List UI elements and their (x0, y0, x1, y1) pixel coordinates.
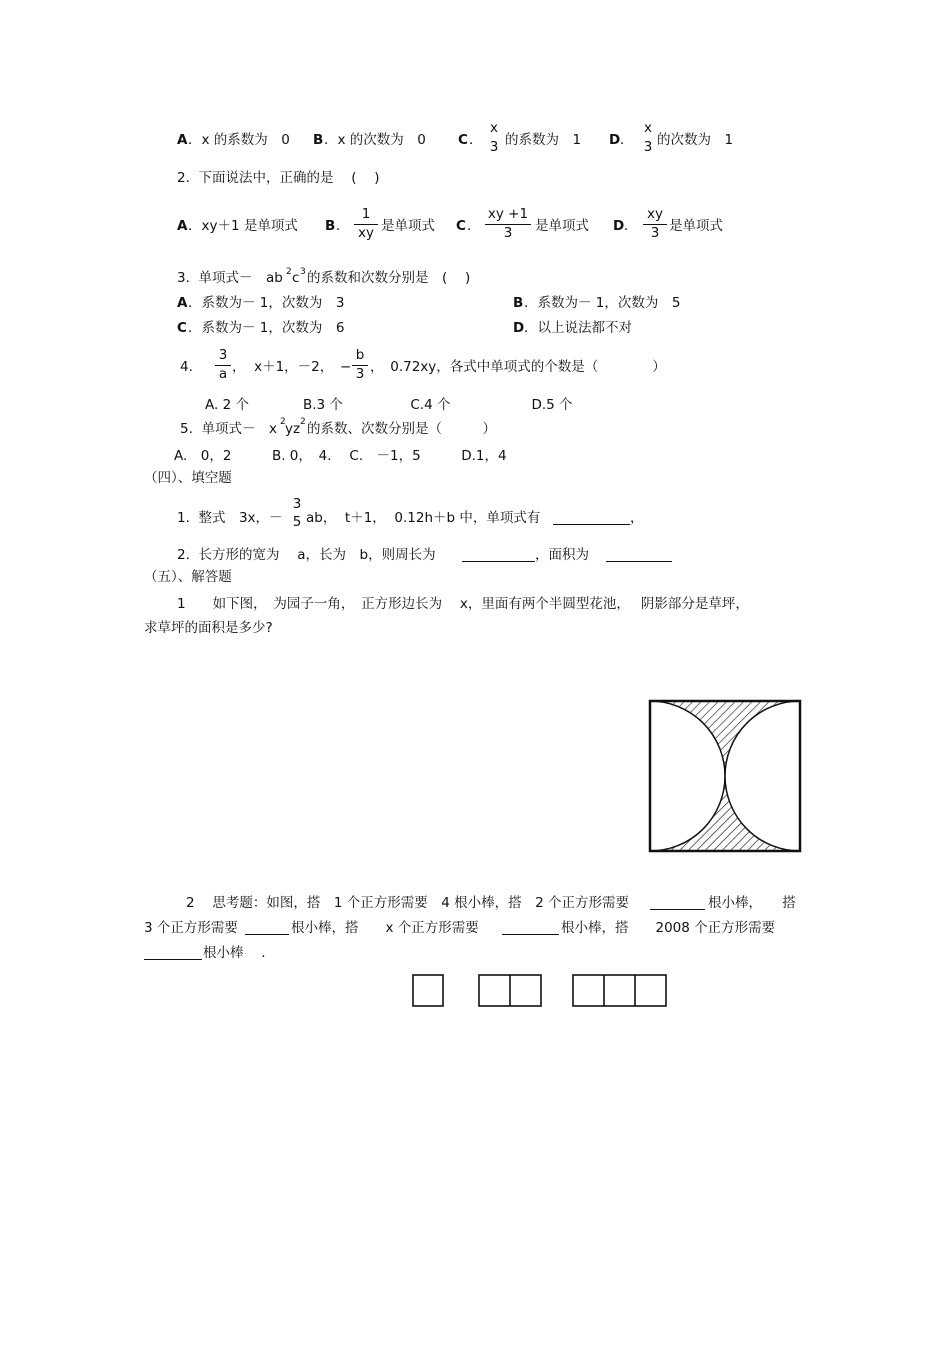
matchstick-squares-figure (410, 972, 672, 1010)
q2-option-d-text: 是单项式 (669, 218, 723, 234)
q3-option-b-text: ．系数为－ 1，次数为 5 (524, 295, 681, 311)
garden-square (650, 701, 800, 851)
q3-option-a-text: ．系数为－ 1，次数为 3 (188, 295, 345, 311)
q3-stem-prefix: 3. 单项式－ ab (177, 270, 283, 286)
problem-1-line-1: 1 如下图， 为园子一角， 正方形边长为 x，里面有两个半圆型花池， 阴影部分是草坪， (177, 596, 749, 612)
q1-option-c-label: C (458, 132, 468, 148)
q2-option-b-dot: ． (336, 218, 350, 234)
problem-2-line-2c: 根小棒，搭 2008 个正方形需要 (561, 920, 776, 936)
problem-2-line-2b: 根小棒，搭 x 个正方形需要 (291, 920, 479, 936)
fraction-denominator: xy (358, 224, 374, 241)
q2-option-a-label: A (177, 218, 188, 234)
fraction-denominator: 3 (650, 224, 660, 241)
q1-option-d-dot: ． (620, 132, 634, 148)
fraction-numerator: 3 (218, 347, 228, 363)
fraction-numerator: xy (647, 206, 663, 222)
fraction-numerator: x (490, 120, 498, 136)
q1-option-a-text: ．x 的系数为 0 (188, 132, 290, 148)
q3-option-d-text: ．以上说法都不对 (524, 320, 632, 336)
q3-option-d-label: D (513, 320, 525, 336)
fill-1-end: ， (630, 510, 644, 526)
q2-option-b-text: 是单项式 (381, 218, 435, 234)
q3-option-a-label: A (177, 295, 188, 311)
q1-option-b-label: B (313, 132, 324, 148)
fraction-denominator: a (218, 365, 228, 382)
problem-2-line-3: 根小棒 . (203, 945, 266, 961)
fill-2-area-blank[interactable] (606, 561, 672, 562)
fill-1-prefix: 1. 整式 3x，－ (177, 510, 283, 526)
fill-2-middle: ，面积为 (535, 547, 589, 563)
q1-option-d-fraction (641, 122, 655, 154)
q3-exponent-c: 3 (300, 267, 306, 277)
fill-1-answer-blank[interactable] (553, 524, 630, 525)
problem-2-line-1a: 2 思考题：如图，搭 1 个正方形需要 4 根小棒，搭 2 个正方形需要 (186, 895, 630, 911)
fill-2-perimeter-blank[interactable] (462, 561, 535, 562)
blank-x-squares[interactable] (502, 934, 559, 935)
fraction-denominator: 3 (355, 365, 365, 382)
q4-stem-tail: ， 0.72xy，各式中单项式的个数是（ ） (370, 359, 666, 375)
blank-two-squares[interactable] (650, 909, 705, 910)
q3-option-c-label: C (177, 320, 187, 336)
fraction-denominator: 5 (292, 513, 302, 530)
q2-option-c-label: C (456, 218, 466, 234)
q4-options: A. 2 个 B.3 个 C.4 个 D.5 个 (205, 397, 573, 413)
q2-option-c-dot: ． (467, 218, 481, 234)
q2-option-a-text: ．xy＋1 是单项式 (188, 218, 298, 234)
q5-stem-suffix: 的系数、次数分别是（ ） (307, 421, 496, 437)
q4-fraction-b-over-3 (352, 349, 368, 381)
fraction-numerator: x (644, 120, 652, 136)
q3-exponent-b: 2 (286, 267, 292, 277)
q5-variables-yz: yz (285, 421, 301, 437)
section-5-title: （五）、解答题 (144, 569, 232, 585)
section-4-title: （四）、填空题 (144, 470, 232, 486)
fraction-numerator: b (355, 347, 365, 363)
q4-terms-middle: ， x＋1，－2， (232, 359, 334, 375)
q2-option-d-label: D (613, 218, 625, 234)
two-squares (479, 975, 541, 1006)
q4-fraction-3-over-a (215, 349, 231, 381)
q4-minus-sign: − (340, 359, 352, 375)
q2-stem: 2. 下面说法中，正确的是 ( ) (177, 170, 380, 186)
fraction-numerator: 1 (361, 206, 371, 222)
q1-option-c-fraction (487, 122, 501, 154)
q1-option-c-dot: ． (469, 132, 483, 148)
q1-option-d-label: D (609, 132, 621, 148)
q5-exponent-z: 2 (300, 417, 306, 427)
problem-2-line-2a: 3 个正方形需要 (144, 920, 238, 936)
one-square (413, 975, 443, 1006)
q5-exponent-x: 2 (280, 417, 286, 427)
q2-option-d-fraction (643, 208, 667, 240)
q2-option-b-fraction (354, 208, 378, 240)
blank-2008-squares[interactable] (144, 959, 202, 960)
q1-option-b-text: ．x 的次数为 0 (324, 132, 426, 148)
problem-2-line-1b: 根小棒， 搭 (708, 895, 796, 911)
fraction-numerator: 3 (292, 496, 302, 512)
three-squares (573, 975, 666, 1006)
fill-1-suffix: ab， t＋1， 0.12h＋b 中，单项式有 (306, 510, 541, 526)
q3-variable-c: c (292, 270, 300, 286)
garden-figure (646, 697, 804, 855)
q1-option-a-label: A (177, 132, 188, 148)
fill-2-prefix: 2. 长方形的宽为 a，长为 b，则周长为 (177, 547, 436, 563)
blank-three-squares[interactable] (245, 934, 289, 935)
q1-option-c-text: 的系数为 1 (505, 132, 582, 148)
fraction-denominator: 3 (489, 138, 499, 155)
q5-options: A. 0，2 B. 0， 4． C. －1，5 D.1，4 (174, 448, 507, 464)
q2-option-d-dot: ． (624, 218, 638, 234)
q4-number: 4. (180, 359, 193, 375)
fraction-denominator: 3 (503, 224, 513, 241)
q5-stem-prefix: 5. 单项式－ x (180, 421, 277, 437)
q2-option-b-label: B (325, 218, 336, 234)
fill-1-fraction (289, 496, 305, 531)
q3-option-b-label: B (513, 295, 524, 311)
q3-option-c-text: ．系数为－ 1，次数为 6 (188, 320, 345, 336)
problem-1-line-2: 求草坪的面积是多少? (144, 620, 273, 636)
fraction-numerator: xy +1 (487, 206, 529, 222)
q2-option-c-fraction (485, 208, 531, 240)
q2-option-c-text: 是单项式 (535, 218, 589, 234)
fraction-denominator: 3 (643, 138, 653, 155)
q1-option-d-text: 的次数为 1 (657, 132, 734, 148)
q3-stem-suffix: 的系数和次数分别是 ( ) (307, 270, 471, 286)
